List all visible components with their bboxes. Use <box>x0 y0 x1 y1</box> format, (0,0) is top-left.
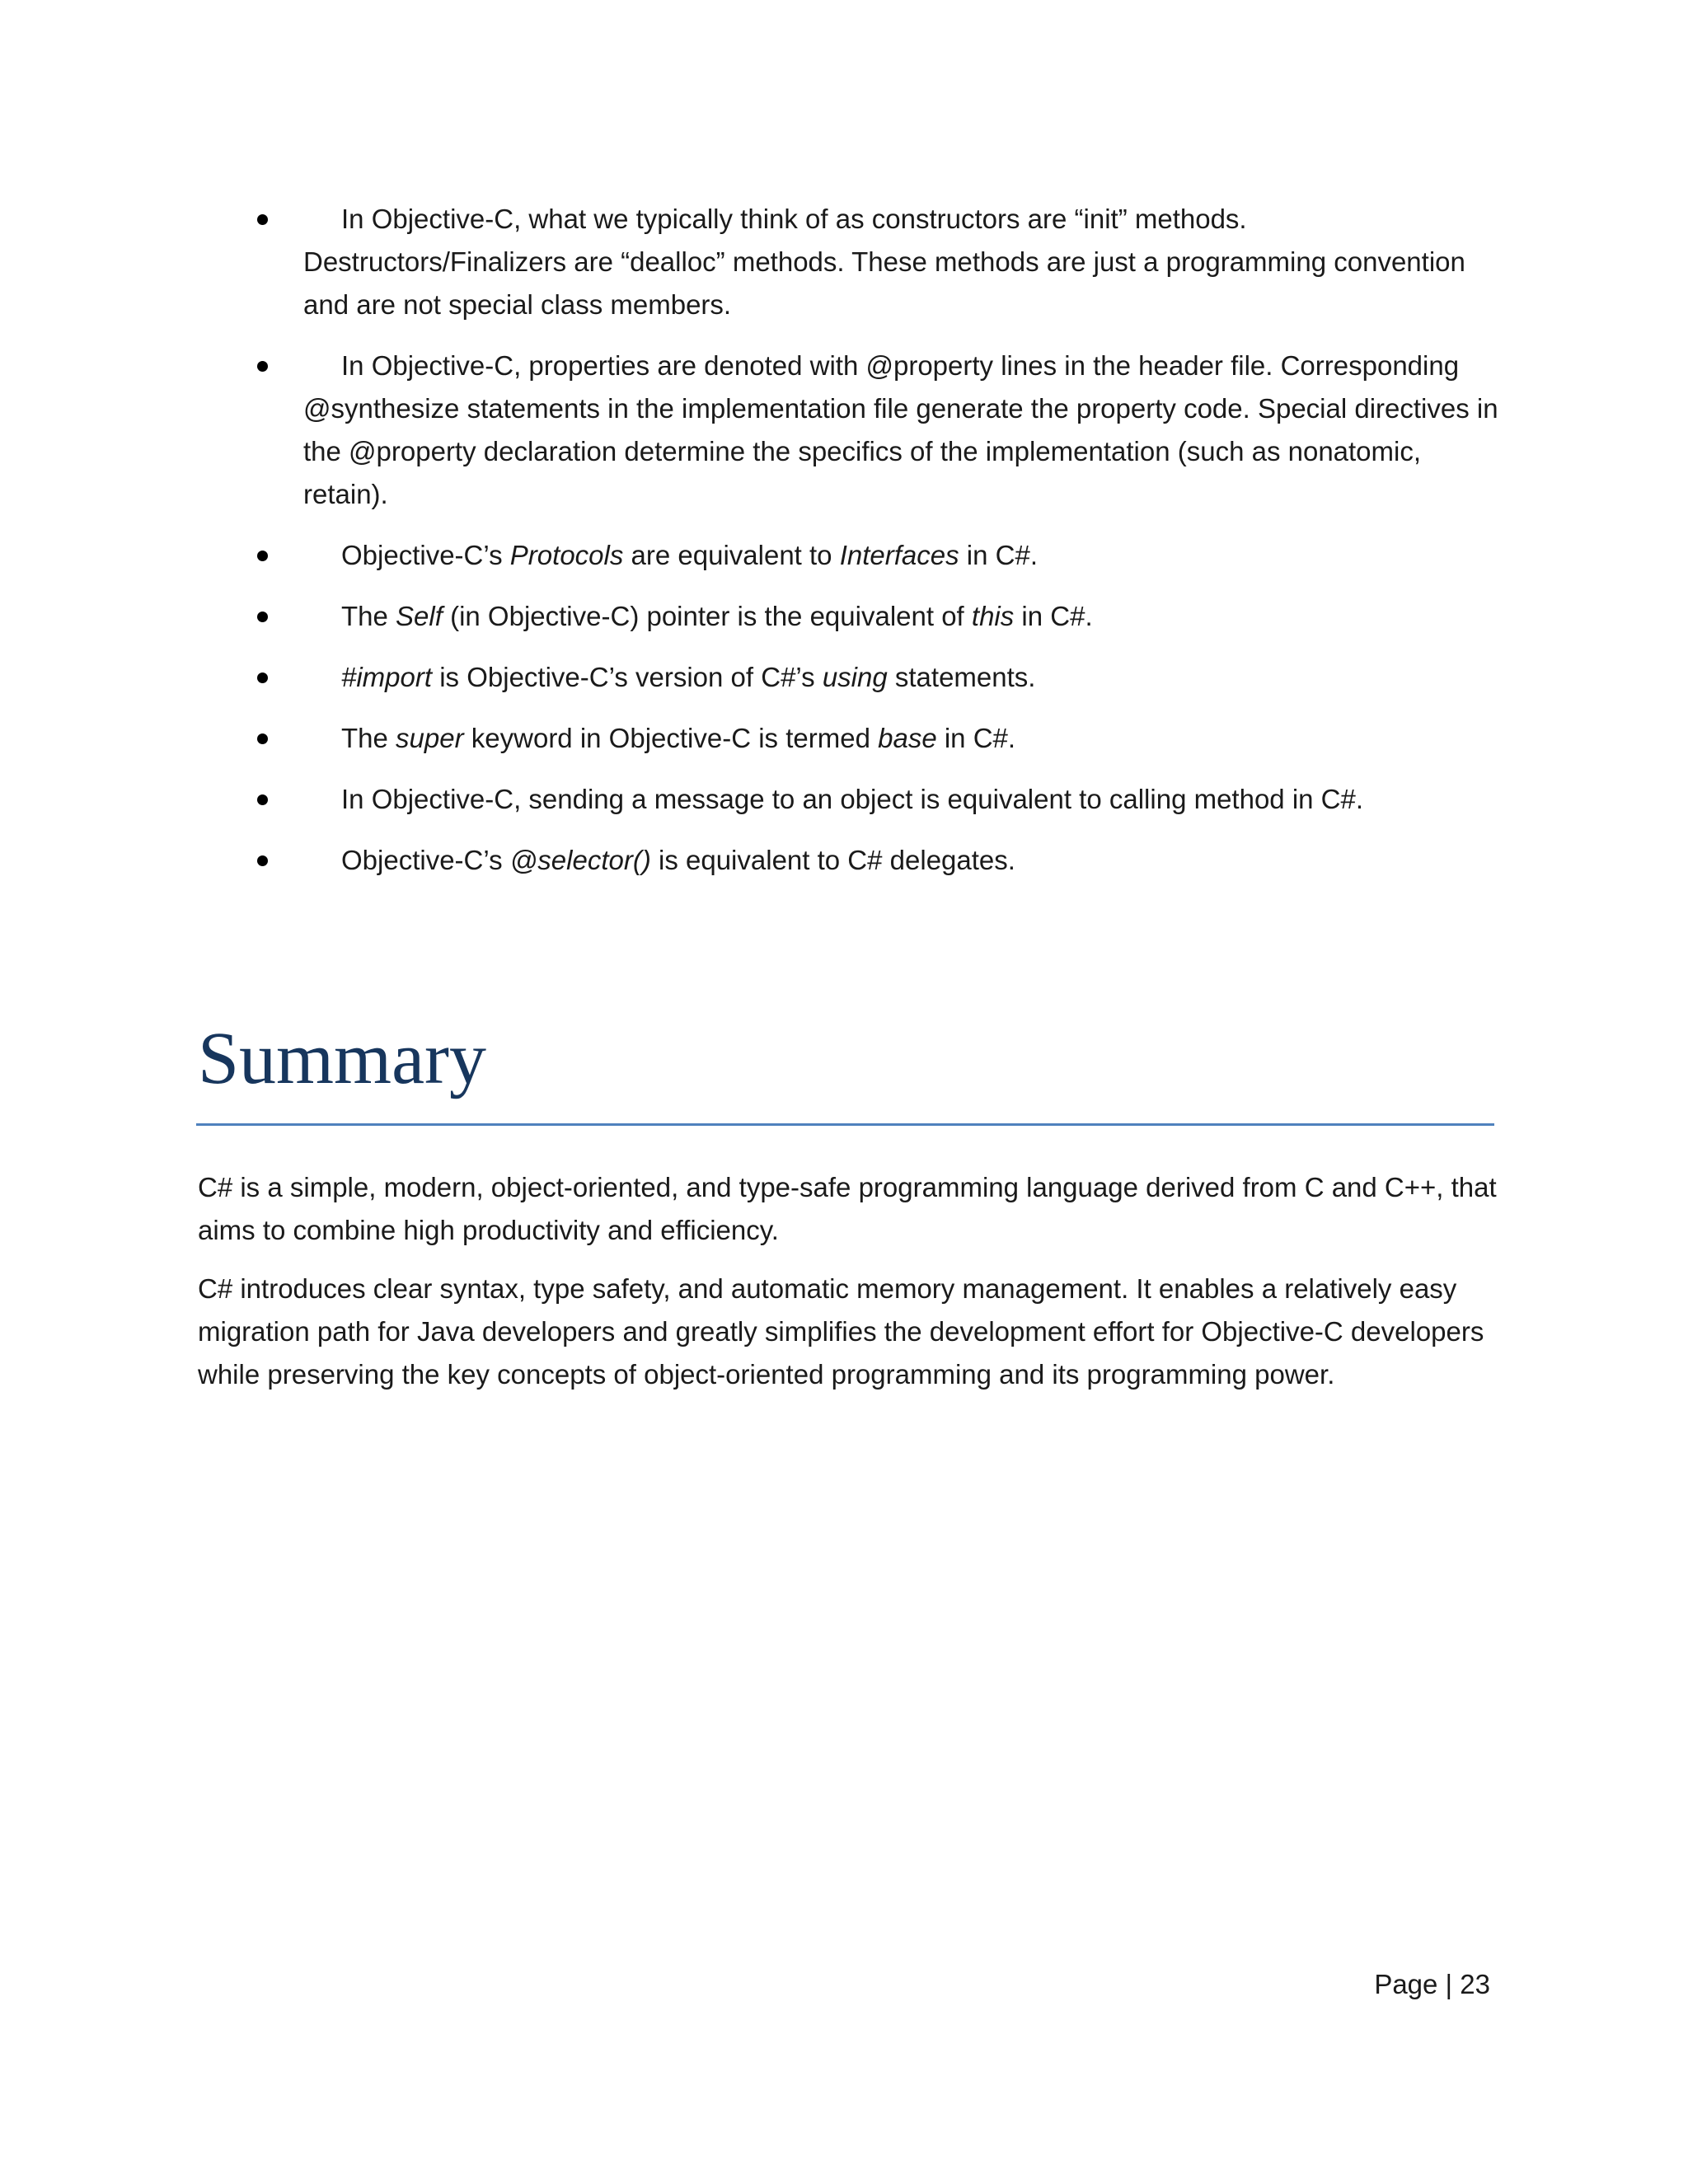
bullet-list <box>198 198 1500 900</box>
bullet-dot-icon <box>257 361 268 372</box>
bullet-text <box>303 344 1500 516</box>
heading-underline <box>196 1123 1494 1126</box>
bullet-segment: in C#. <box>959 540 1038 570</box>
bullet-item <box>198 778 1500 821</box>
bullet-text <box>303 656 1500 699</box>
bullet-dot-icon <box>257 733 268 744</box>
bullet-segment: In Objective-C, sending a message to an object is equivalent to calling method in C#. <box>341 784 1364 814</box>
bullet-segment: In Objective-C, properties are denoted with @property lines in the header file. Corresponding @synthesize statements in the implementation file generate the property code. Special directives in the @property declaration determine the specifics of the implementation (such as nonatomic, retain). <box>303 350 1498 509</box>
bullet-segment: in C#. <box>936 723 1016 753</box>
bullet-emphasis: @selector() <box>509 845 651 875</box>
bullet-text <box>303 534 1500 577</box>
bullet-item <box>198 534 1500 577</box>
bullet-dot-icon <box>257 855 268 866</box>
bullet-dot-icon <box>257 551 268 561</box>
bullet-text <box>303 717 1500 760</box>
bullet-dot-icon <box>257 794 268 805</box>
bullet-segment: In Objective-C, what we typically think of as constructors are “init” methods. Destructors/Finalizers are “dealloc” methods. These methods are just a programming convention and are not special class members. <box>303 204 1465 320</box>
bullet-segment: in C#. <box>1014 601 1093 631</box>
bullet-emphasis: this <box>971 601 1015 631</box>
bullet-segment: statements. <box>887 662 1036 692</box>
bullet-item <box>198 198 1500 326</box>
summary-paragraph-2: C# introduces clear syntax, type safety, and automatic memory management. It enables a relatively easy migration path for Java developers and greatly simplifies the development effort for Objective-C developers while preserving the key concepts of object-oriented programming and its programming power. <box>198 1273 1484 1390</box>
bullet-emphasis: using <box>822 662 888 692</box>
bullet-dot-icon <box>257 214 268 225</box>
bullet-text <box>303 839 1500 882</box>
bullet-segment: are equivalent to <box>623 540 840 570</box>
bullet-emphasis: Self <box>396 601 443 631</box>
bullet-item <box>198 656 1500 699</box>
bullet-dot-icon <box>257 612 268 622</box>
bullet-segment: keyword in Objective-C is termed <box>463 723 879 753</box>
bullet-segment: The <box>341 601 396 631</box>
bullet-emphasis: base <box>878 723 937 753</box>
bullet-emphasis: super <box>396 723 464 753</box>
bullet-dot-icon <box>257 673 268 683</box>
bullet-item <box>198 595 1500 638</box>
bullet-item <box>198 344 1500 516</box>
bullet-emphasis: Protocols <box>509 540 624 570</box>
bullet-item <box>198 839 1500 882</box>
bullet-text <box>303 778 1500 821</box>
bullet-segment: is Objective-C’s version of C#’s <box>432 662 823 692</box>
page-number: Page | 23 <box>1374 1969 1490 1999</box>
bullet-segment: Objective-C’s <box>341 845 510 875</box>
bullet-emphasis: #import <box>341 662 433 692</box>
bullet-text <box>303 198 1500 326</box>
bullet-segment: is equivalent to C# delegates. <box>650 845 1015 875</box>
bullet-text <box>303 595 1500 638</box>
section-heading: Summary <box>198 1018 486 1099</box>
bullet-segment: The <box>341 723 396 753</box>
bullet-emphasis: Interfaces <box>839 540 959 570</box>
bullet-segment: (in Objective-C) pointer is the equivalent of <box>442 601 972 631</box>
bullet-segment: Objective-C’s <box>341 540 510 570</box>
bullet-item <box>198 717 1500 760</box>
summary-paragraph-1: C# is a simple, modern, object-oriented, and type-safe programming language derived from C and C++, that aims to combine high productivity and efficiency. <box>198 1172 1497 1245</box>
